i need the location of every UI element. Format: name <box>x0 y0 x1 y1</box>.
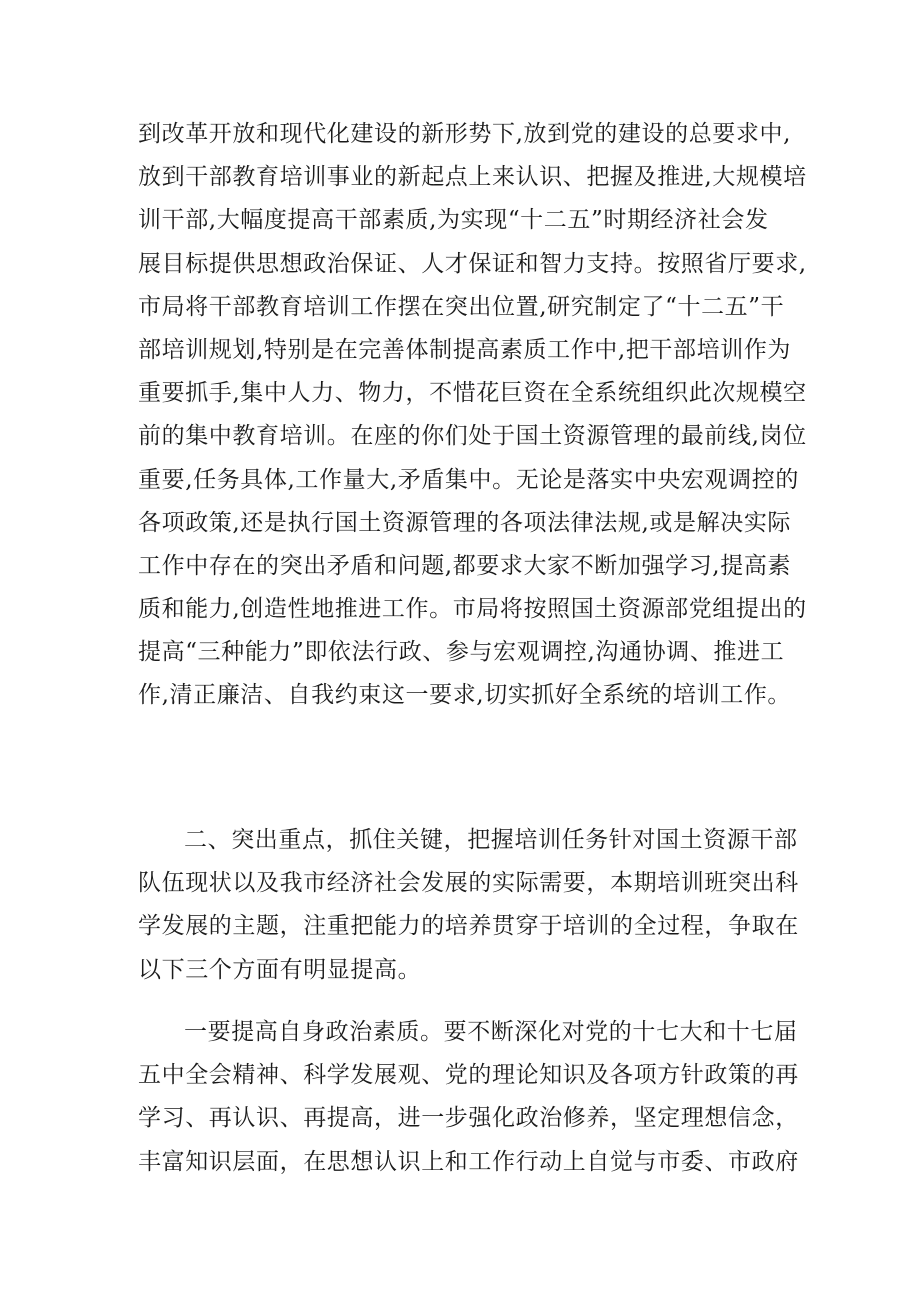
text-line: 展目标提供思想政治保证、人才保证和智力支持。按照省厅要求, <box>138 250 807 277</box>
text-line: 部培训规划,特别是在完善体制提高素质工作中,把干部培训作为 <box>138 336 792 363</box>
text-line: 重要抓手,集中人力、物力，不惜花巨资在全系统组织此次规模空 <box>138 380 807 407</box>
paragraph-section-two <box>138 819 798 992</box>
text-line: 市局将干部教育培训工作摆在突出位置,研究制定了“十二五”干 <box>138 293 785 320</box>
text-line: 以下三个方面有明显提高。 <box>138 956 422 983</box>
text-line: 重要,任务具体,工作量大,矛盾集中。无论是落实中央宏观调控的 <box>138 466 799 493</box>
text-line: 队伍现状以及我市经济社会发展的实际需要，本期培训班突出科 <box>138 870 799 897</box>
text-line: 质和能力,创造性地推进工作。市局将按照国土资源部党组提出的 <box>138 596 807 623</box>
text-line: 丰富知识层面，在思想认识上和工作行动上自觉与市委、市政府 <box>138 1148 799 1175</box>
text-line: 学发展的主题，注重把能力的培养贯穿于培训的全过程，争取在 <box>138 913 799 940</box>
text-line: 训干部,大幅度提高干部素质,为实现“十二五”时期经济社会发 <box>138 207 769 234</box>
text-line: 作,清正廉洁、自我约束这一要求,切实抓好全系统的培训工作。 <box>138 682 792 709</box>
text-line: 前的集中教育培训。在座的你们处于国土资源管理的最前线,岗位 <box>138 423 807 450</box>
text-line: 放到干部教育培训事业的新起点上来认识、把握及推进,大规模培 <box>138 164 807 191</box>
text-line: 二、突出重点，抓住关键，把握培训任务针对国土资源干部 <box>184 827 798 853</box>
text-line: 一要提高自身政治素质。要不断深化对党的十七大和十七届 <box>184 1019 798 1045</box>
text-line: 工作中存在的突出矛盾和问题,都要求大家不断加强学习,提高素 <box>138 552 792 579</box>
paragraph-political-quality <box>138 1011 798 1184</box>
text-line: 提高“三种能力”即依法行政、参与宏观调控,沟通协调、推进工 <box>138 639 785 666</box>
text-line: 到改革开放和现代化建设的新形势下,放到党的建设的总要求中, <box>138 121 792 147</box>
paragraph-continuation <box>138 113 807 718</box>
text-line: 各项政策,还是执行国土资源管理的各项法律法规,或是解决实际 <box>138 509 792 536</box>
text-line: 学习、再认识、再提高，进一步强化政治修养，坚定理想信念， <box>138 1105 799 1132</box>
text-line: 五中全会精神、科学发展观、党的理论知识及各项方针政策的再 <box>138 1062 799 1089</box>
